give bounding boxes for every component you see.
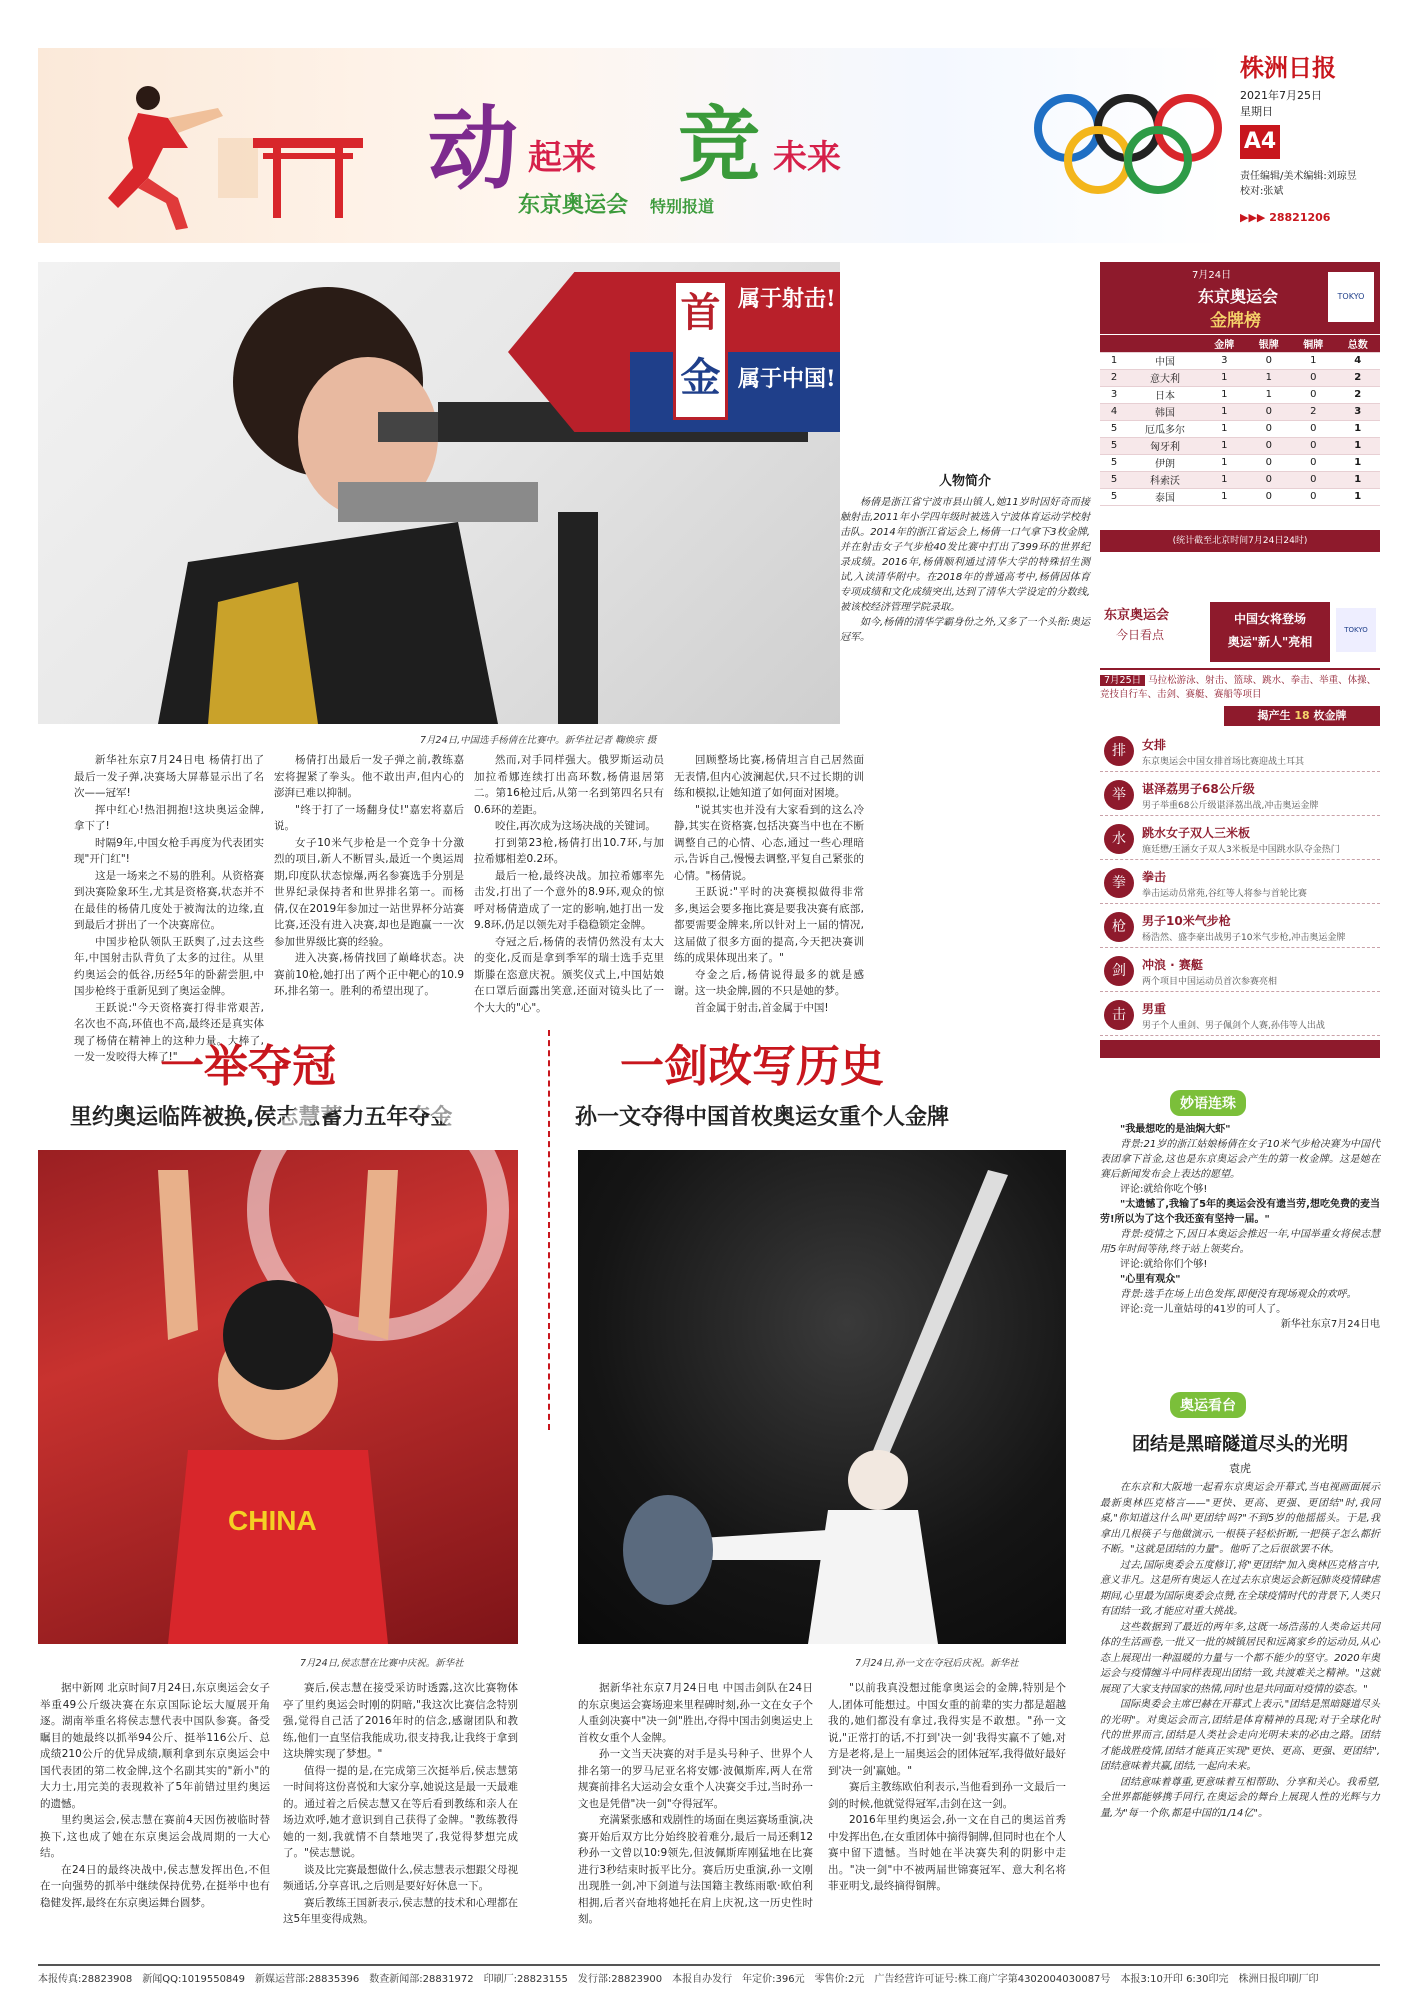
para: 回顾整场比赛,杨倩坦言自己居然面无表情,但内心波澜起伏,只不过长期的训练和模拟,让她知道了如何面对困境。 [674, 754, 864, 799]
medal-row [1100, 352, 1380, 369]
event-title: 跳水女子双人三米板 [1142, 826, 1251, 840]
sport-icon: 击 [1104, 1000, 1134, 1030]
quote-2-bg: 背景:疫情之下,因日本奥运会推迟一年,中国举重女将侯志慧用5年时间等待,终于站上领奖台。 [1100, 1229, 1380, 1255]
sport-icon: 举 [1104, 780, 1134, 810]
event-title: 男子10米气步枪 [1142, 914, 1231, 928]
para: 打到第23枪,杨倩打出10.7环,与加拉希娜相差0.2环。 [474, 836, 664, 865]
sport-icon: 剑 [1104, 956, 1134, 986]
hou-headline: 一举夺冠 [160, 1041, 336, 1092]
today-event [1100, 776, 1380, 816]
medal-row [1100, 420, 1380, 437]
quotes-body [1100, 1122, 1380, 1372]
head-gold: 金牌 [1202, 335, 1247, 352]
hotline-number: 28821206 [1269, 211, 1331, 224]
medal-panel-header [1100, 262, 1380, 334]
para: 赛后,侯志慧在接受采访时透露,这次比赛物体亭了里约奥运会时刚的阴暗,"我这次比赛信念特别强,觉得自己活了2016年时的信念,感谢团队和教练,他们一直坚信我能成功,很支持我,让我终于拿到这块牌实现了梦想。" [283, 1682, 518, 1760]
proof-credit: 校对:张斌 [1240, 186, 1284, 197]
tokyo-emblem-icon: TOKYO [1336, 608, 1376, 652]
para: 据新华社东京7月24日电 中国击剑队在24日的东京奥运会赛场迎来里程碑时刻,孙一文在女子个人重剑决赛中"决一剑"胜出,夺得中国击剑奥运史上首枚女重个人金牌。 [578, 1682, 813, 1744]
para: 首金属于射击,首金属于中国! [695, 1001, 829, 1014]
medal-cell-t: 1 [1336, 437, 1381, 454]
hero-photo-yang-qian [38, 262, 840, 724]
event-title: 谌泽荔男子68公斤级 [1142, 782, 1255, 796]
series-title: 东京奥运会 [518, 193, 629, 218]
sport-icon: 拳 [1104, 868, 1134, 898]
hotline: ▶▶▶ 28821206 [1240, 211, 1331, 224]
quote-3-bg: 背景:选手在场上出色发挥,即便没有现场观众的欢呼。 [1120, 1289, 1357, 1300]
footer-item: 新闻QQ:1019550849 [142, 1974, 246, 1985]
event-desc: 拳击运动员常苑,谷红等人将参与首轮比赛 [1142, 889, 1307, 899]
svg-text:CHINA: CHINA [228, 1505, 317, 1536]
today-title-2: 奥运"新人"亮相 [1227, 635, 1313, 649]
story-yang-col-2 [274, 752, 464, 1014]
para: 进入决赛,杨倩找回了巅峰状态。决赛前10枪,她打出了两个正中靶心的10.9环,排名第一。胜利的希望出现了。 [274, 952, 464, 997]
event-desc: 男子举重68公斤级谌泽荔出战,冲击奥运金牌 [1142, 801, 1319, 811]
para: "说其实也并没有大家看到的这么冷静,其实在资格赛,包括决赛当中也在不断调整自己的心情、心态,通过一些心理暗示,告诉自己,慢慢去调整,平复自己紧张的心情。"杨倩说。 [674, 803, 864, 882]
medal-cell-t: 2 [1336, 386, 1381, 403]
para: 夺冠之后,杨倩的表情仍然没有太大的变化,反而是拿到季军的瑞士选手克里斯滕在恣意庆祝。颁奖仪式上,中国姑娘在口罩后面露出笑意,还面对镜头比了一个大大的"心"。 [474, 935, 664, 1014]
para: 杨倩打出最后一发子弹之前,教练嘉宏将握紧了拳头。他不敢出声,但内心的澎湃已难以抑制。 [274, 754, 464, 799]
para: 女子10米气步枪是一个竞争十分激烈的项目,新人不断冒头,最近一个奥运周期,印度队状态惊爆,两名参赛选手分别是世界纪录保持者和世界排名第一。而杨倩,仅在2019年参加过一站世界杯分站赛比赛,还没有进入决赛,却也是跑赢一一次参加世界级比赛的经验。 [274, 836, 464, 948]
medal-table-header [1100, 335, 1380, 352]
head-silver: 银牌 [1247, 335, 1292, 352]
torii-gate-icon [248, 128, 368, 218]
footer-item: 新媒运营部:28835396 [255, 1974, 360, 1985]
headline-tag-box [673, 280, 728, 420]
medal-cell-nation: 匈牙利 [1128, 437, 1202, 454]
tag-jin: 金 [680, 354, 721, 401]
event-title: 女排 [1142, 738, 1167, 752]
medal-cell-g: 1 [1202, 437, 1247, 454]
medal-cell-rank: 5 [1100, 488, 1128, 505]
column-divider [548, 1030, 550, 1430]
column-author: 袁虎 [1229, 1462, 1251, 1475]
story-sun-col-2 [828, 1680, 1066, 1955]
para: 夺金之后,杨倩说得最多的就是感谢。这一块金牌,圆的不只是她的梦。 [674, 968, 864, 997]
quote-2: "太遗憾了,我输了5年的奥运会没有遗当劳,想吃免费的麦当劳!所以为了这个我还蛮有坚持一届。" [1100, 1199, 1380, 1225]
para: 新华社东京7月24日电 杨倩打出了最后一发子弹,决赛场大屏幕显示出了名次——冠军! [74, 754, 264, 799]
head-bronze: 铜牌 [1291, 335, 1336, 352]
medal-cell-s: 0 [1247, 420, 1292, 437]
medal-cell-g: 3 [1202, 352, 1247, 369]
hero-caption: 7月24日,中国选手杨倩在比赛中。新华社记者 鞠焕宗 摄 [420, 735, 657, 746]
sport-icon: 枪 [1104, 912, 1134, 942]
page-number: A4 [1240, 125, 1280, 159]
para: 团结意味着尊重,更意味着互相帮助、分享和关心。我希望,全世界都能够携手同行,在奥运会的舞台上展现人性的光辉与力量,为"每一个你,都是中国的1/14亿"。 [1100, 1776, 1380, 1819]
profile-title: 人物简介 [938, 474, 991, 489]
footer-item: 本报传真:28823908 [38, 1974, 133, 1985]
quote-1-bg: 背景:21岁的浙江姑娘杨倩在女子10米气步枪决赛为中国代表团拿下首金,这也是东京奥运会产生的第一枚金牌。这是她在赛后新闻发布会上表达的愿望。 [1100, 1139, 1380, 1180]
medal-cell-nation: 中国 [1128, 352, 1202, 369]
footer-item: 发行部:28823900 [577, 1974, 663, 1985]
medal-cell-t: 1 [1336, 454, 1381, 471]
medal-cell-g: 1 [1202, 386, 1247, 403]
para: 最后一枪,最终决战。加拉希娜率先击发,打出了一个意外的8.9环,观众的惊呼对杨倩造成了一定的影响,她打出一发9.8环,仍足以领先对手稳稳锁定金牌。 [474, 869, 664, 931]
sun-subhead: 孙一文夺得中国首枚奥运女重个人金牌 [575, 1105, 950, 1130]
event-desc: 施廷懋/王涵女子双人3米板是中国跳水队夺金热门 [1142, 845, 1340, 855]
para: 过去,国际奥委会五度修订,将"更团结"加入奥林匹克格言中,意义非凡。这是所有奥运人在过去东京奥运会新冠肺炎疫情肆虐期间,心里最为国际奥委会点赞,在全球疫情时代的背景下,人类只有团结一致,才能应对重大挑战。 [1100, 1559, 1380, 1617]
weightlifter-illustration [38, 1150, 518, 1644]
series-subtitle: 特别报道 [650, 197, 715, 216]
slogan-char-jing: 竞 [678, 97, 761, 193]
tokyo-emblem-icon: TOKYO [1328, 272, 1374, 322]
para: 在24日的最终决战中,侯志慧发挥出色,不但在一向强势的抓举中继续保持优势,在挺举中也有稳健发挥,最终在东京奥运舞台圆梦。 [40, 1863, 270, 1909]
medal-cell-s: 0 [1247, 488, 1292, 505]
medal-title-2: 金牌榜 [1210, 311, 1261, 331]
today-event [1100, 820, 1380, 860]
paper-name: 株洲日报 [1240, 53, 1336, 82]
today-head-1: 东京奥运会 [1104, 608, 1170, 623]
today-date: 7月25日 [1100, 675, 1145, 686]
medal-row [1100, 403, 1380, 420]
sport-icon: 排 [1104, 736, 1134, 766]
issue-date: 2021年7月25日 [1240, 89, 1322, 102]
medal-cell-t: 4 [1336, 352, 1381, 369]
medal-cell-s: 0 [1247, 471, 1292, 488]
today-footer-bar [1100, 1040, 1380, 1058]
medal-cell-rank: 2 [1100, 369, 1128, 386]
issue-weekday: 星期日 [1240, 105, 1273, 118]
gold-suffix: 枚金牌 [1313, 709, 1347, 722]
para: 2016年里约奥运会,孙一文在自己的奥运首秀中发挥出色,在女重团体中摘得铜牌,但同时也在个人赛中留下遗憾。当时她在半决赛失利的阴影中走出。"决一剑"中不被两届世锦赛冠军、意大利名将菲亚明戈,最终摘得铜牌。 [828, 1814, 1066, 1892]
today-head-2: 今日看点 [1116, 628, 1165, 642]
para: 王跃说:"今天资格赛打得非常艰苦,名次也不高,环值也不高,最终还是真实体现了杨倩在精神上的这种力量。大棒了,一发一发咬得大棒了!" [74, 1001, 264, 1063]
event-desc: 两个项目中国运动员首次参赛亮相 [1142, 977, 1278, 987]
quote-1: "我最想吃的是油焖大虾" [1120, 1124, 1231, 1135]
profile-bio: 杨倩是浙江省宁波市县山镇人,她11岁时因好奇而接触射击,2011年小学四年级时被选入宁波体育运动学校射击队。2014年的浙江省运会上,杨倩一口气拿下3枚金牌,并在射击女子气步枪40发比赛中打出了399环的世界纪录成绩。2016年,杨倩顺利通过清华大学的特殊招生测试,入读清华附中。在2018年的普通高考中,杨倩因体育专项成绩和文化成绩突出,达到了清华大学设定的分数线,被该校经济管理学院录取。 [840, 497, 1090, 613]
medal-cell-nation: 日本 [1128, 386, 1202, 403]
gold-num: 18 [1294, 709, 1310, 722]
athlete-illustration [68, 78, 268, 238]
para: 充满紧张感和戏剧性的场面在奥运赛场重演,决赛开始后双方比分始终胶着难分,最后一局还剩12秒孙一文曾以10:9领先,但波佩斯库刚猛地在比赛进行3秒结束时扳平比分。赛后历史重演,孙一文刚出现胜一剑,冲下剑道与法国籍主教练雨歌·欧伯利相拥,后者兴奋地将她托在肩上庆祝,这一历史性时刻。 [578, 1814, 813, 1925]
gold-count-badge [1224, 706, 1380, 726]
event-desc: 东京奥运会中国女排首场比赛迎战土耳其 [1142, 757, 1305, 767]
medal-date: 7月24日 [1192, 270, 1232, 281]
medal-row [1100, 386, 1380, 403]
medal-cell-b: 2 [1291, 403, 1336, 420]
story-yang-col-3 [474, 752, 664, 1014]
head-total: 总数 [1336, 335, 1381, 352]
medal-cell-g: 1 [1202, 403, 1247, 420]
story-hou-col-1 [40, 1680, 270, 1955]
footer-item: 株洲日报印刷厂印 [1238, 1974, 1319, 1985]
sun-headline: 一剑改写历史 [620, 1041, 884, 1092]
medal-cell-nation: 意大利 [1128, 369, 1202, 386]
medal-cell-s: 0 [1247, 437, 1292, 454]
para: 里约奥运会,侯志慧在赛前4天因伤被临时替换下,这也成了她在东京奥运会战周期的一大心结。 [40, 1814, 270, 1859]
today-event [1100, 732, 1380, 772]
medal-cell-s: 1 [1247, 386, 1292, 403]
tag-shou: 首 [680, 289, 721, 336]
quote-3-comment: 评论:竞一儿童姑母的41岁的可人了。 [1120, 1304, 1287, 1315]
slogan-char-dong: 动 [428, 96, 518, 202]
slogan-qilai: 起来 [528, 138, 596, 178]
today-sports: 马拉松游泳、射击、篮球、跳水、拳击、举重、体操、竞技自行车、击剑、赛艇、赛船等项目 [1100, 675, 1377, 700]
medal-cell-s: 0 [1247, 454, 1292, 471]
profile-text [840, 495, 1090, 715]
para: 这是一场来之不易的胜利。从资格赛到决赛险象环生,尤其是资格赛,状态并不在最佳的杨倩几度处于被淘汰的边缘,直到最后才拼出了一个决赛席位。 [74, 869, 264, 931]
para: 中国步枪队领队王跃舆了,过去这些年,中国射击队背负了太多的过往。从里约奥运会的低谷,历经5年的卧薪尝胆,中国步枪终于重新见到了奥运金牌。 [74, 935, 264, 997]
fencer-illustration [578, 1150, 1066, 1644]
medal-cell-rank: 5 [1100, 437, 1128, 454]
sun-photo [578, 1150, 1066, 1644]
para: 孙一文当天决赛的对手是头号种子、世界个人排名第一的罗马尼亚名将安娜·波佩斯库,两人在常规赛前排名大运动会女重个人决赛交手过,当时孙一文也是凭借"决一剑"夺得冠军。 [578, 1748, 813, 1810]
para: 这些数据到了最近的两年多,这既一场浩荡的人类命运共同体的生活画卷,一批又一批的城镇居民和远离家乡的运动员,从心态上展现出一种温暖的力量与一个都不能少的坚守。2020年奥运会与疫情缠斗中同样表现出团结一致,共渡难关之精神。"这就展现了大家支持国家的热情,同时也是共同面对疫情的姿态。" [1100, 1621, 1380, 1695]
medal-cell-t: 1 [1336, 420, 1381, 437]
footer-item: 本报自办发行 [672, 1974, 733, 1985]
hou-photo [38, 1150, 518, 1644]
para: 王跃说:"平时的决赛模拟做得非常多,奥运会要多拖比赛是要我决赛有底部,都要需要金牌来,所以针对上一届的情况,这届做了很多方面的提高,今天把决赛训练的成果体现出来了。" [674, 886, 864, 964]
para: 然而,对手同样强大。俄罗斯运动员加拉希娜连续打出高环数,杨倩退居第二。第16枪过后,从第一名到第四名只有0.6环的差距。 [474, 754, 664, 816]
medal-cell-g: 1 [1202, 471, 1247, 488]
today-title-1: 中国女将登场 [1233, 612, 1306, 626]
medal-cell-rank: 3 [1100, 386, 1128, 403]
sun-caption: 7月24日,孙一文在夺冠后庆祝。新华社 [855, 1658, 1019, 1669]
medal-cell-b: 0 [1291, 471, 1336, 488]
medal-cell-b: 0 [1291, 386, 1336, 403]
masthead-info [1240, 48, 1380, 238]
para: 在东京和大阪地一起看东京奥运会开幕式,当电视画面展示最新奥林匹克格言——"更快、更高、更强、更团结"时,我同桌,"你知道这什么叫'更团结'吗?"不到5岁的他摇摇头。于是,我拿出几根筷子与他做演示,一根筷子轻松折断,一把筷子怎么都折不断。"这就是团结的力量"。他听了之后很欲罢不休。 [1100, 1482, 1380, 1555]
para: 据中新网 北京时间7月24日,东京奥运会女子举重49公斤级决赛在东京国际论坛大厦展开角逐。湖南举重名将侯志慧代表中国队参赛。备受瞩目的她最终以抓举94公斤、挺举116公斤、总成绩210公斤的优异成绩,顺利拿到东京奥运会中国代表团的第二枚金牌,这个名副其实的"新小"的大力士,用完美的表现救补了5年前错过里约奥运的遗憾。 [40, 1682, 270, 1810]
medal-cell-t: 3 [1336, 403, 1381, 420]
profile-ending: 如今,杨倩的清华学霸身份之外,又多了一个头衔:奥运冠军。 [840, 617, 1090, 643]
footer-item: 年定价:396元 [742, 1974, 805, 1985]
footer-item: 印刷厂:28823155 [483, 1974, 568, 1985]
medal-row [1100, 437, 1380, 454]
story-yang-col-4 [674, 752, 864, 1014]
medal-cell-s: 0 [1247, 352, 1292, 369]
hou-subhead: 里约奥运临阵被换,侯志慧蓄力五年夺金 [70, 1105, 453, 1130]
page-footer [38, 1964, 1380, 1985]
today-event [1100, 952, 1380, 992]
column-title: 团结是黑暗隧道尽头的光明 [1132, 1434, 1348, 1455]
medal-cell-nation: 厄瓜多尔 [1128, 420, 1202, 437]
para: "终于打了一场翻身仗!"嘉宏将嘉后说。 [274, 803, 464, 832]
quote-3: "心里有观众" [1120, 1274, 1181, 1285]
event-desc: 男子个人重剑、男子佩剑个人赛,孙伟等人出战 [1142, 1021, 1325, 1031]
quote-1-comment: 评论:就给你吃个够! [1120, 1184, 1208, 1195]
event-title: 男重 [1142, 1002, 1167, 1016]
event-desc: 杨浩然、盛李豪出战男子10米气步枪,冲击奥运金牌 [1142, 933, 1346, 943]
medal-cell-t: 1 [1336, 488, 1381, 505]
medal-cell-b: 0 [1291, 454, 1336, 471]
medal-footnote: (统计截至北京时间7月24日24时) [1100, 530, 1380, 552]
event-title: 拳击 [1142, 870, 1167, 884]
medal-cell-b: 1 [1291, 352, 1336, 369]
medal-cell-rank: 5 [1100, 420, 1128, 437]
para: 咬住,再次成为这场决战的关键词。 [495, 820, 656, 832]
para: 赛后主教练欧伯利表示,当他看到孙一文最后一剑的时候,他就觉得冠军,击剑在这一剑。 [828, 1781, 1066, 1810]
hou-caption: 7月24日,侯志慧在比赛中庆祝。新华社 [300, 1658, 464, 1669]
medal-row [1100, 488, 1380, 505]
column-body [1100, 1480, 1380, 1958]
medal-cell-g: 1 [1202, 488, 1247, 505]
story-yang-col-1 [74, 752, 264, 1063]
para: "以前我真没想过能拿奥运会的金牌,特别是个人,团体可能想过。中国女重的前辈的实力都是超越我的,她们都没有拿过,我得实是不敢想。"孙一文说,"正常打的话,不打到'决一剑'我得实赢不了她,对方是老将,是上一届奥运会的团体冠军,我得做好最好到'决一剑'赢她。" [828, 1682, 1066, 1777]
medal-row [1100, 471, 1380, 488]
medal-cell-rank: 1 [1100, 352, 1128, 369]
sport-icon: 水 [1104, 824, 1134, 854]
medal-cell-nation: 伊朗 [1128, 454, 1202, 471]
medal-cell-nation: 韩国 [1128, 403, 1202, 420]
medal-cell-s: 1 [1247, 369, 1292, 386]
medal-cell-rank: 5 [1100, 454, 1128, 471]
slogan-weilai: 未来 [773, 138, 841, 178]
medal-cell-nation: 科索沃 [1128, 471, 1202, 488]
medal-row [1100, 369, 1380, 386]
today-header [1100, 598, 1380, 670]
medal-cell-t: 2 [1336, 369, 1381, 386]
medal-cell-b: 0 [1291, 488, 1336, 505]
medal-cell-nation: 泰国 [1128, 488, 1202, 505]
para: 挥中红心!热泪拥抱!这块奥运金牌,拿下了! [74, 803, 264, 832]
event-title: 冲浪 · 赛艇 [1142, 958, 1203, 972]
medal-cell-s: 0 [1247, 403, 1292, 420]
medal-cell-t: 1 [1336, 471, 1381, 488]
gold-label: 揭产生 [1257, 709, 1291, 722]
medal-cell-g: 1 [1202, 454, 1247, 471]
para: 国际奥委会主席巴赫在开幕式上表示,"团结是黑暗隧道尽头的光明"。对奥运会而言,团结是体育精神的具现;对于全球化时代的世界而言,团结是人类社会走向光明未来的必由之路。团结才能战胜疫情,团结才能真正实现"更快、更高、更强、更团结",团结意味着共赢,团结,一起向未来。 [1100, 1699, 1380, 1772]
headline-line-2: 属于中国! [738, 366, 836, 392]
medal-table [1100, 335, 1380, 506]
quote-2-comment: 评论:就给你们个够! [1120, 1259, 1208, 1270]
para: 值得一提的是,在完成第三次挺举后,侯志慧第一时间将这份喜悦和大家分享,她说这是最一天最难的。通过着之后侯志慧又在等后看到教练和亲人在场边欢呼,她才意识到自己获得了金牌。"教练教得她的一刻,我就情不自禁地哭了,我觉得梦想完成了。"侯志慧说。 [283, 1764, 518, 1859]
today-event [1100, 996, 1380, 1036]
column-tag: 奥运看台 [1170, 1392, 1246, 1418]
today-event [1100, 864, 1380, 904]
quotes-source: 新华社东京7月24日电 [1280, 1319, 1380, 1330]
medal-cell-b: 0 [1291, 369, 1336, 386]
medal-cell-b: 0 [1291, 437, 1336, 454]
footer-item: 广告经营许可证号:株工商广字第4302004030087号 [874, 1974, 1111, 1985]
medal-cell-rank: 4 [1100, 403, 1128, 420]
masthead-banner [38, 48, 1228, 243]
para: 赛后教练王国新表示,侯志慧的技术和心理都在这5年里变得成熟。 [283, 1896, 518, 1925]
medal-cell-g: 1 [1202, 369, 1247, 386]
story-hou-col-2 [283, 1680, 518, 1955]
today-title-box [1210, 602, 1330, 662]
para: 谈及比完赛最想做什么,侯志慧表示想跟父母视频通话,分享喜讯,之后则是要好好休息一下。 [283, 1863, 518, 1892]
olympic-rings-icon [1028, 88, 1228, 198]
para: 时隔9年,中国女枪手再度为代表团实现"开门红"! [74, 836, 264, 865]
medal-row [1100, 454, 1380, 471]
today-event [1100, 908, 1380, 948]
headline-line-1: 属于射击! [738, 286, 836, 312]
editor-credit: 责任编辑/美术编辑:刘琼昱 [1240, 171, 1357, 182]
medal-cell-b: 0 [1291, 420, 1336, 437]
medal-cell-g: 1 [1202, 420, 1247, 437]
footer-item: 数查新闻部:28831972 [369, 1974, 474, 1985]
footer-item: 零售价:2元 [814, 1974, 865, 1985]
quotes-tag: 妙语连珠 [1170, 1090, 1246, 1116]
footer-item: 本报3:10开印 6:30印完 [1120, 1974, 1229, 1985]
medal-cell-rank: 5 [1100, 471, 1128, 488]
story-sun-col-1 [578, 1680, 813, 1955]
medal-title-1: 东京奥运会 [1198, 287, 1279, 306]
